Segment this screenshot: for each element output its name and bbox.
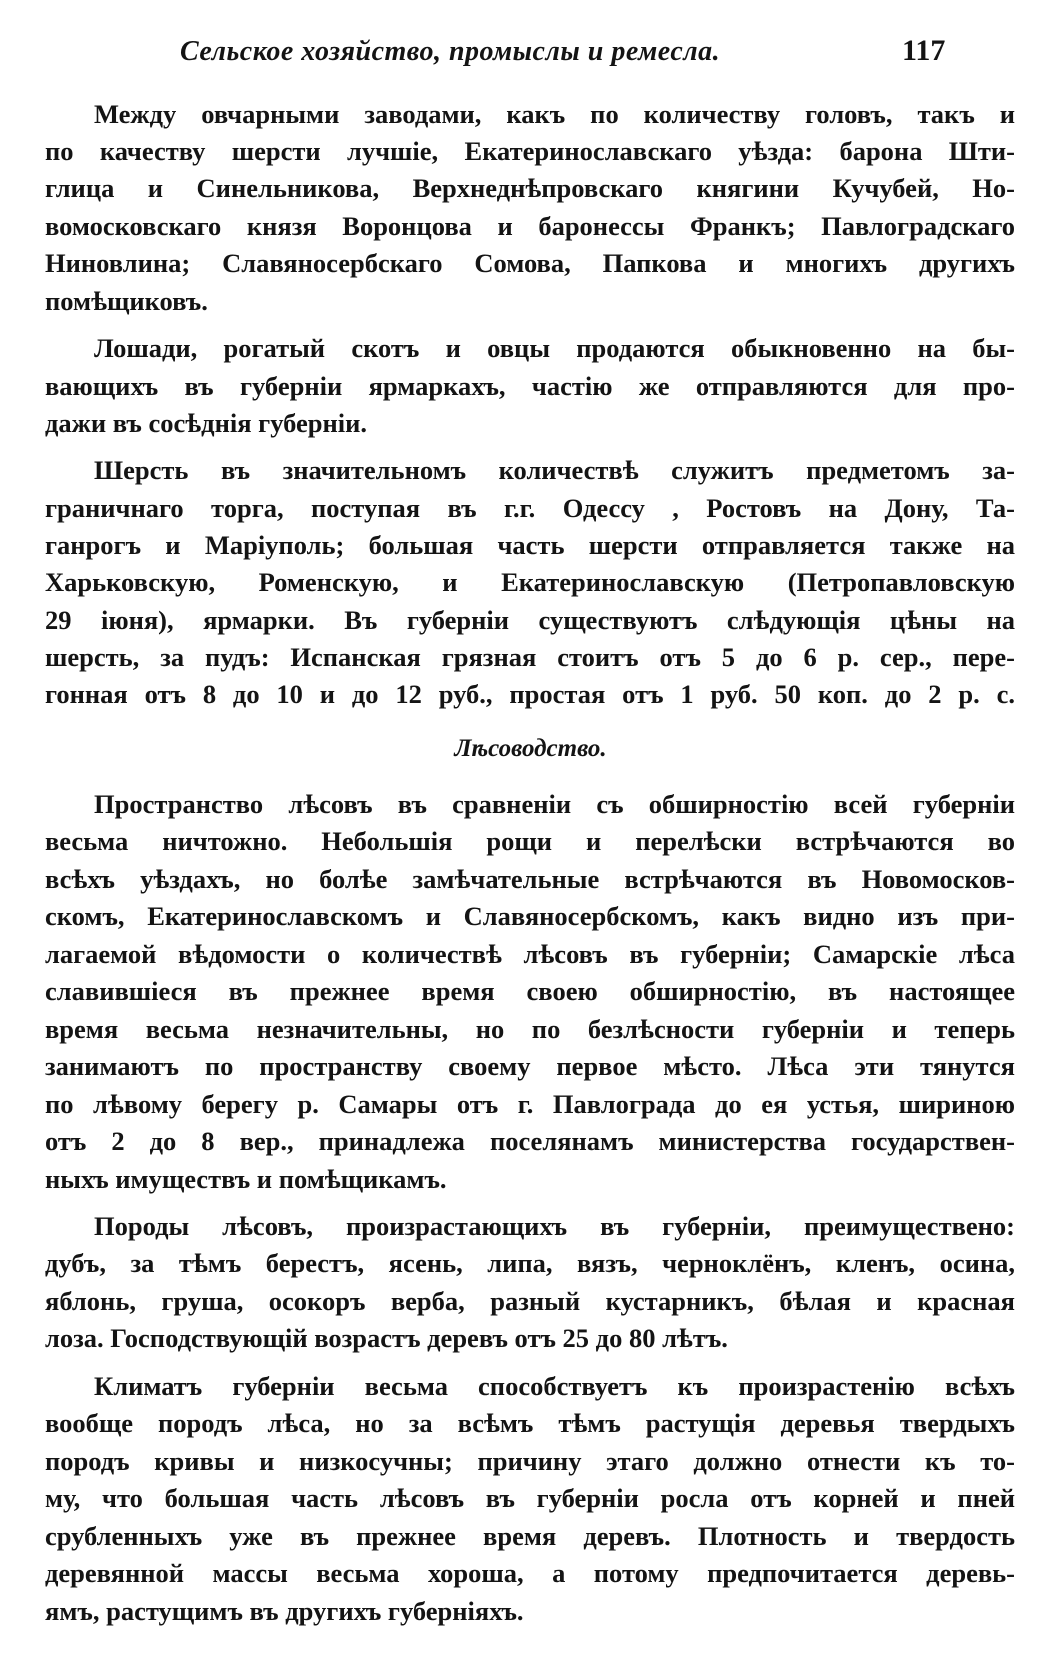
- text-line: всѣхъ уѣздахъ, но болѣе замѣчательные встрѣчаются въ Новомосков-: [45, 864, 1015, 894]
- text-line: Ниновлина; Славяносербскаго Сомова, Папкова и многихъ другихъ: [45, 248, 1015, 278]
- text-line: лоза. Господствующій возрастъ деревъ отъ 25 до 80 лѣтъ.: [45, 1323, 728, 1353]
- text-line: по качеству шерсти лучшіе, Екатеринославскаго уѣзда: барона Шти-: [45, 136, 1015, 166]
- text-line: лагаемой вѣдомости о количествѣ лѣсовъ въ губерніи; Самарскіе лѣса: [45, 939, 1015, 969]
- text-line: отъ 2 до 8 вер., принадлежа поселянамъ министерства государствен-: [45, 1126, 1015, 1156]
- text-line: 29 іюня), ярмарки. Въ губерніи существуютъ слѣдующія цѣны на: [45, 605, 1015, 635]
- text-line: шерсть, за пудъ: Испанская грязная стоитъ отъ 5 до 6 р. сер., пере-: [45, 642, 1015, 672]
- text-line: яблонь, груша, осокоръ верба, разный кустарникъ, бѣлая и красная: [45, 1286, 1015, 1316]
- text-line: ямъ, растущимъ въ другихъ губерніяхъ.: [45, 1596, 524, 1626]
- text-line: Климатъ губерніи весьма способствуетъ къ произрастенію всѣхъ: [94, 1371, 1015, 1401]
- text-line: глица и Синельникова, Верхнеднѣпровскаго княгини Кучубей, Но-: [45, 173, 1015, 203]
- text-line: деревянной массы весьма хороша, а потому предпочитается деревь-: [45, 1558, 1015, 1588]
- text-line: ганрогъ и Маріуполь; большая часть шерсти отправляется также на: [45, 530, 1015, 560]
- text-line: Пространство лѣсовъ въ сравненіи съ обширностію всей губерніи: [94, 789, 1015, 819]
- text-line: скомъ, Екатеринославскомъ и Славяносербскомъ, какъ видно изъ при-: [45, 901, 1015, 931]
- text-line: вающихъ въ губерніи ярмаркахъ, частію же отправляются для про-: [45, 371, 1015, 401]
- page-number: 117: [902, 34, 946, 67]
- running-title: Сельское хозяйство, промыслы и ремесла.: [180, 36, 721, 67]
- text-line: дажи въ сосѣднія губерніи.: [45, 408, 368, 438]
- text-line: Породы лѣсовъ, произрастающихъ въ губерніи, преимуществено:: [94, 1211, 1015, 1241]
- text-line: Харьковскую, Роменскую, и Екатеринославскую (Петропавловскую: [45, 567, 1015, 597]
- text-line: му, что большая часть лѣсовъ въ губерніи росла отъ корней и пней: [45, 1483, 1015, 1513]
- text-line: дубъ, за тѣмъ берестъ, ясень, липа, вязъ, черноклёнъ, кленъ, осина,: [45, 1248, 1015, 1278]
- text-line: занимаютъ по пространству своему первое мѣсто. Лѣса эти тянутся: [45, 1051, 1015, 1081]
- text-line: срубленныхъ уже въ прежнее время деревъ. Плотность и твердость: [45, 1521, 1015, 1551]
- text-line: вообще породъ лѣса, но за всѣмъ тѣмъ растущія деревья твердыхъ: [45, 1408, 1015, 1438]
- text-line: славившіеся въ прежнее время своею обширностію, въ настоящее: [45, 976, 1015, 1006]
- text-line: время весьма незначительны, но по безлѣсности губерніи и теперь: [45, 1014, 1015, 1044]
- text-line: Лошади, рогатый скотъ и овцы продаются обыкновенно на бы-: [94, 333, 1015, 363]
- text-line: породъ кривы и низкосучны; причину этаго должно отнести къ то-: [45, 1446, 1015, 1476]
- text-line: Между овчарными заводами, какъ по количеству головъ, такъ и: [94, 99, 1015, 129]
- section-title: Лѣсоводство.: [454, 735, 607, 762]
- text-line: граничнаго торга, поступая въ г.г. Одессу , Ростовъ на Дону, Та-: [45, 493, 1015, 523]
- text-line: ныхъ имуществъ и помѣщикамъ.: [45, 1164, 447, 1194]
- text-line: Шерсть въ значительномъ количествѣ служитъ предметомъ за-: [94, 455, 1015, 485]
- text-line: по лѣвому берегу р. Самары отъ г. Павлограда до ея устья, шириною: [45, 1089, 1015, 1119]
- text-line: помѣщиковъ.: [45, 286, 208, 316]
- text-line: гонная отъ 8 до 10 и до 12 руб., простая отъ 1 руб. 50 коп. до 2 р. с.: [45, 679, 1015, 709]
- text-line: вомосковскаго князя Воронцова и баронессы Франкъ; Павлоградскаго: [45, 211, 1015, 241]
- text-line: весьма ничтожно. Небольшія рощи и перелѣски встрѣчаются во: [45, 826, 1015, 856]
